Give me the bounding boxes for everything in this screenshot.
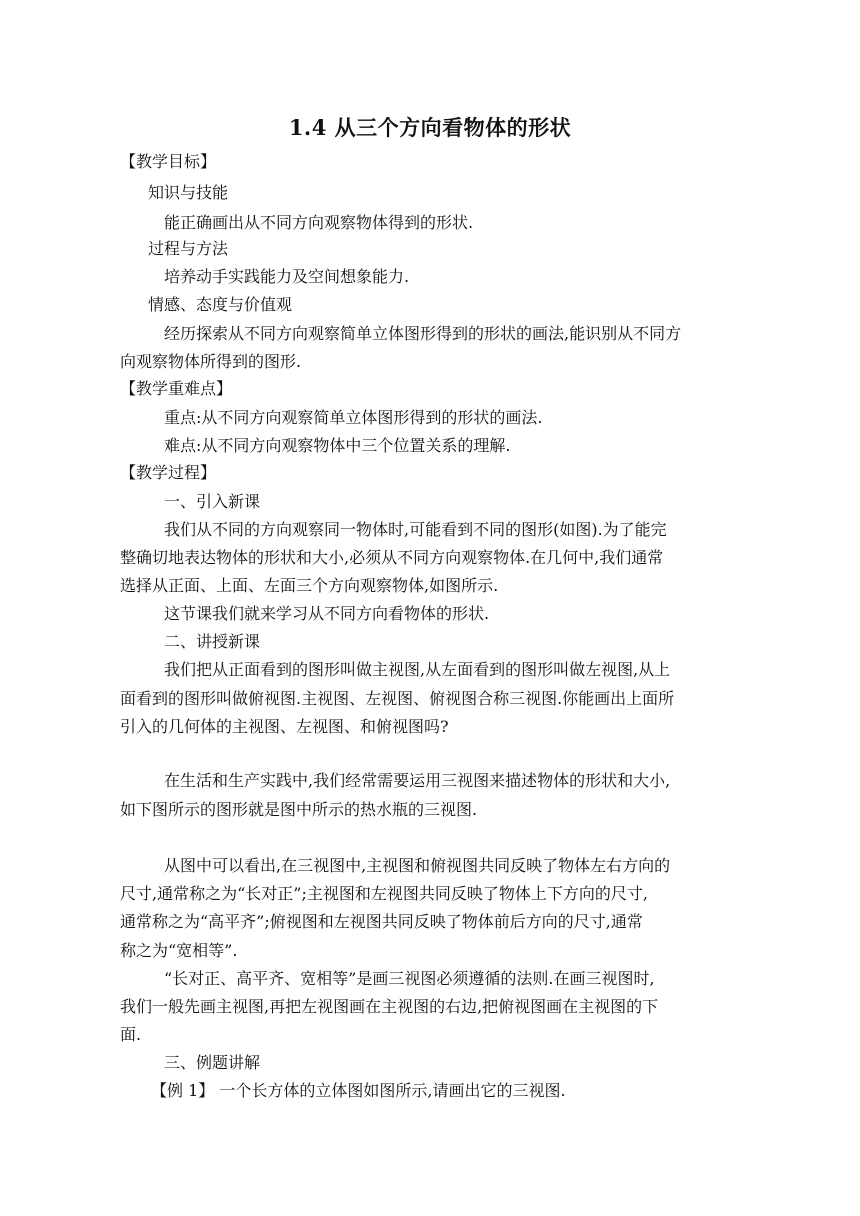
page-title: 1.4 从三个方向看物体的形状 (288, 115, 572, 140)
paragraph-line: 向观察物体所得到的图形. (120, 352, 302, 371)
paragraph-line: 尺寸,通常称之为“长对正”;主视图和左视图共同反映了物体上下方向的尺寸, (120, 884, 648, 903)
section-heading: 【教学过程】 (120, 463, 217, 482)
paragraph-line: 重点:从不同方向观察简单立体图形得到的形状的画法. (164, 408, 543, 427)
paragraph-line: 面看到的图形叫做俯视图.主视图、左视图、俯视图合称三视图.你能画出上面所 (120, 689, 675, 708)
paragraph-line: 引入的几何体的主视图、左视图、和俯视图吗? (120, 717, 449, 736)
paragraph-line: 选择从正面、上面、左面三个方向观察物体,如图所示. (120, 576, 499, 595)
paragraph-line: 能正确画出从不同方向观察物体得到的形状. (164, 213, 474, 232)
paragraph-line: 难点:从不同方向观察物体中三个位置关系的理解. (164, 436, 511, 455)
subheading: 三、例题讲解 (164, 1053, 261, 1072)
subheading: 过程与方法 (148, 239, 229, 258)
paragraph-line: 通常称之为“高平齐”;俯视图和左视图共同反映了物体前后方向的尺寸,通常 (120, 912, 643, 931)
paragraph-line: 我们把从正面看到的图形叫做主视图,从左面看到的图形叫做左视图,从上 (164, 660, 671, 679)
paragraph-line: 从图中可以看出,在三视图中,主视图和俯视图共同反映了物体左右方向的 (164, 856, 671, 875)
subheading: 一、引入新课 (164, 492, 261, 511)
paragraph-line: “长对正、高平齐、宽相等”是画三视图必须遵循的法则.在画三视图时, (164, 969, 655, 988)
paragraph-line: 经历探索从不同方向观察简单立体图形得到的形状的画法,能识别从不同方 (164, 324, 682, 343)
paragraph-line: 我们一般先画主视图,再把左视图画在主视图的右边,把俯视图画在主视图的下 (120, 997, 659, 1016)
example-line: 【例 1】 一个长方体的立体图如图所示,请画出它的三视图. (151, 1081, 566, 1100)
paragraph-line: 整确切地表达物体的形状和大小,必须从不同方向观察物体.在几何中,我们通常 (120, 548, 664, 567)
section-heading: 【教学重难点】 (120, 379, 233, 398)
paragraph-line: 我们从不同的方向观察同一物体时,可能看到不同的图形(如图).为了能完 (164, 520, 667, 539)
paragraph-line: 称之为“宽相等”. (120, 941, 238, 960)
subheading: 知识与技能 (148, 183, 229, 202)
paragraph-line: 这节课我们就来学习从不同方向看物体的形状. (164, 604, 490, 623)
paragraph-line: 如下图所示的图形就是图中所示的热水瓶的三视图. (120, 800, 478, 819)
paragraph-line: 在生活和生产实践中,我们经常需要运用三视图来描述物体的形状和大小, (164, 771, 671, 790)
subheading: 二、讲授新课 (164, 632, 261, 651)
paragraph-line: 面. (120, 1025, 142, 1044)
section-heading: 【教学目标】 (120, 152, 217, 171)
paragraph-line: 培养动手实践能力及空间想象能力. (164, 267, 410, 286)
subheading: 情感、态度与价值观 (148, 295, 293, 314)
